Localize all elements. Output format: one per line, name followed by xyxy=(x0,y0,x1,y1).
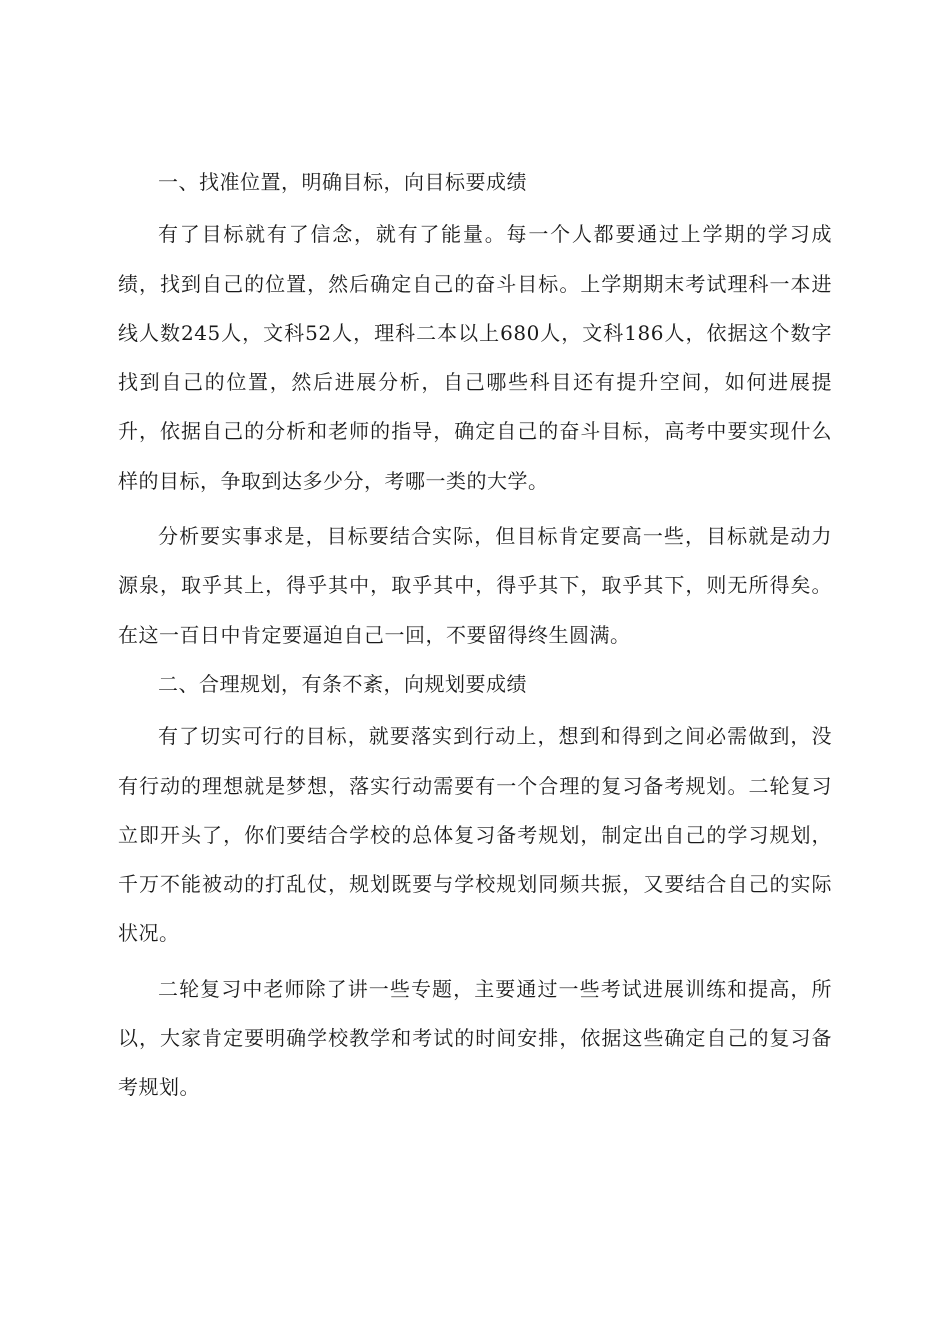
section-2-paragraph-2: 二轮复习中老师除了讲一些专题，主要通过一些考试进展训练和提高，所以，大家肯定要明确学校教学和考试的时间安排，依据这些确定自己的复习备考规划。 xyxy=(118,976,832,1100)
document-body xyxy=(118,158,832,1113)
section-2-paragraph-1: 有了切实可行的目标，就要落实到行动上，想到和得到之间必需做到，没有行动的理想就是梦想，落实行动需要有一个合理的复习备考规划。二轮复习立即开头了，你们要结合学校的总体复习备考规划，制定出自己的学习规划，千万不能被动的打乱仗，规划既要与学校规划同频共振，又要结合自己的实际状况。 xyxy=(118,724,832,946)
section-heading-2: 二、合理规划，有条不紊，向规划要成绩 xyxy=(158,671,527,696)
section-1-paragraph-2: 分析要实事求是，目标要结合实际，但目标肯定要高一些，目标就是动力源泉，取乎其上，得乎其中，取乎其中，得乎其下，取乎其下，则无所得矣。在这一百日中肯定要逼迫自己一回，不要留得终生圆满。 xyxy=(118,524,832,647)
section-1-paragraph-1: 有了目标就有了信念，就有了能量。每一个人都要通过上学期的学习成绩，找到自己的位置，然后确定自己的奋斗目标。上学期期末考试理科一本进线人数245人，文科52人，理科二本以上680人，文科186人，依据这个数字找到自己的位置，然后进展分析，自己哪些科目还有提升空间，如何进展提升，依据自己的分析和老师的指导，确定自己的奋斗目标，高考中要实现什么样的目标，争取到达多少分，考哪一类的大学。 xyxy=(118,222,832,493)
section-heading-1: 一、找准位置，明确目标，向目标要成绩 xyxy=(158,170,527,194)
